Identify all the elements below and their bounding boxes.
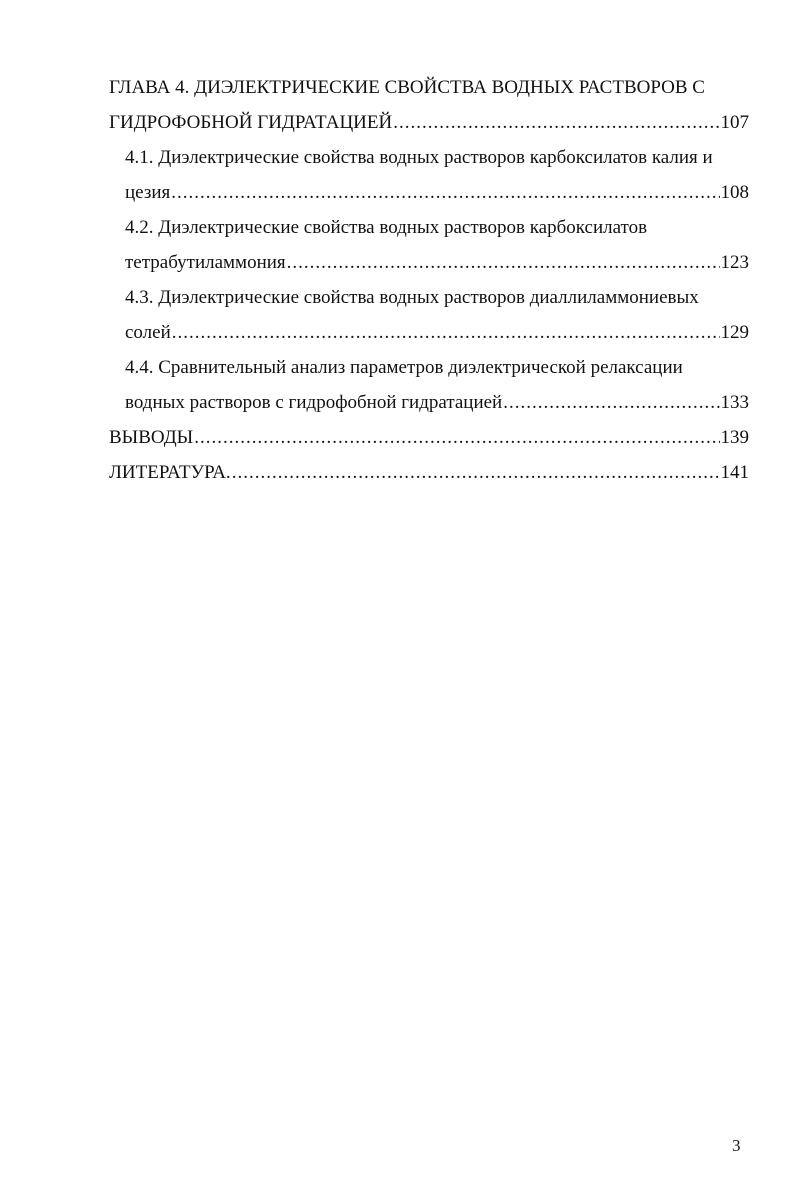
toc-entry-leader-line — [109, 420, 749, 455]
dot-leader — [393, 105, 719, 140]
toc-entry-title-end: водных растворов с гидрофобной гидратацией — [125, 392, 503, 413]
dot-leader — [232, 455, 720, 490]
dot-leader — [287, 245, 720, 280]
toc-entry-page-number: 123 — [720, 252, 749, 273]
toc-entry-leader-line — [125, 175, 749, 210]
toc-entry-title-line: 4.2. Диэлектрические свойства водных растворов карбоксилатов — [125, 217, 648, 238]
toc-entry-section-4-2[interactable] — [109, 210, 749, 280]
toc-entry-page-number: 108 — [720, 182, 749, 203]
dot-leader — [171, 175, 719, 210]
toc-entry-leader-line — [125, 245, 749, 280]
toc-entry-leader-line — [125, 315, 749, 350]
toc-entry-section-4-1[interactable] — [109, 140, 749, 210]
toc-entry-title-end: ЛИТЕРАТУРА. — [109, 462, 231, 483]
toc-entry-leader-line — [109, 105, 749, 140]
toc-entry-title-end: цезия — [125, 182, 171, 203]
toc-entry-section-4-3[interactable] — [109, 280, 749, 350]
dot-leader — [503, 385, 719, 420]
toc-entry-chapter-4[interactable] — [109, 70, 749, 140]
toc-entry-title-end: тетрабутиламмония — [125, 252, 286, 273]
toc-entry-leader-line — [109, 455, 749, 490]
toc-entry-page-number: 129 — [720, 322, 749, 343]
toc-entry-page-number: 107 — [720, 112, 749, 133]
toc-entry-title-line: ГЛАВА 4. ДИЭЛЕКТРИЧЕСКИЕ СВОЙСТВА ВОДНЫХ РАСТВОРОВ С — [109, 77, 705, 98]
toc-entry-title-line: 4.3. Диэлектрические свойства водных растворов диаллиламмониевых — [125, 287, 699, 308]
toc-entry-page-number: 141 — [720, 462, 749, 483]
toc-entry-leader-line — [125, 385, 749, 420]
toc-entry-title-line: 4.1. Диэлектрические свойства водных растворов карбоксилатов калия и — [125, 147, 713, 168]
toc-entry-page-number: 133 — [720, 392, 749, 413]
toc-entry-references[interactable] — [109, 455, 749, 490]
toc-entry-title-end: ВЫВОДЫ — [109, 427, 194, 448]
toc-entry-title-end: солей — [125, 322, 171, 343]
dot-leader — [172, 315, 720, 350]
toc-entry-page-number: 139 — [720, 427, 749, 448]
toc-entry-section-4-4[interactable] — [109, 350, 749, 420]
dot-leader — [194, 420, 719, 455]
toc-entry-conclusions[interactable] — [109, 420, 749, 455]
toc-entry-title-end: ГИДРОФОБНОЙ ГИДРАТАЦИЕЙ — [109, 112, 393, 133]
table-of-contents — [109, 70, 749, 490]
page-number: 3 — [732, 1136, 741, 1155]
toc-entry-title-line: 4.4. Сравнительный анализ параметров диэлектрической релаксации — [125, 357, 683, 378]
